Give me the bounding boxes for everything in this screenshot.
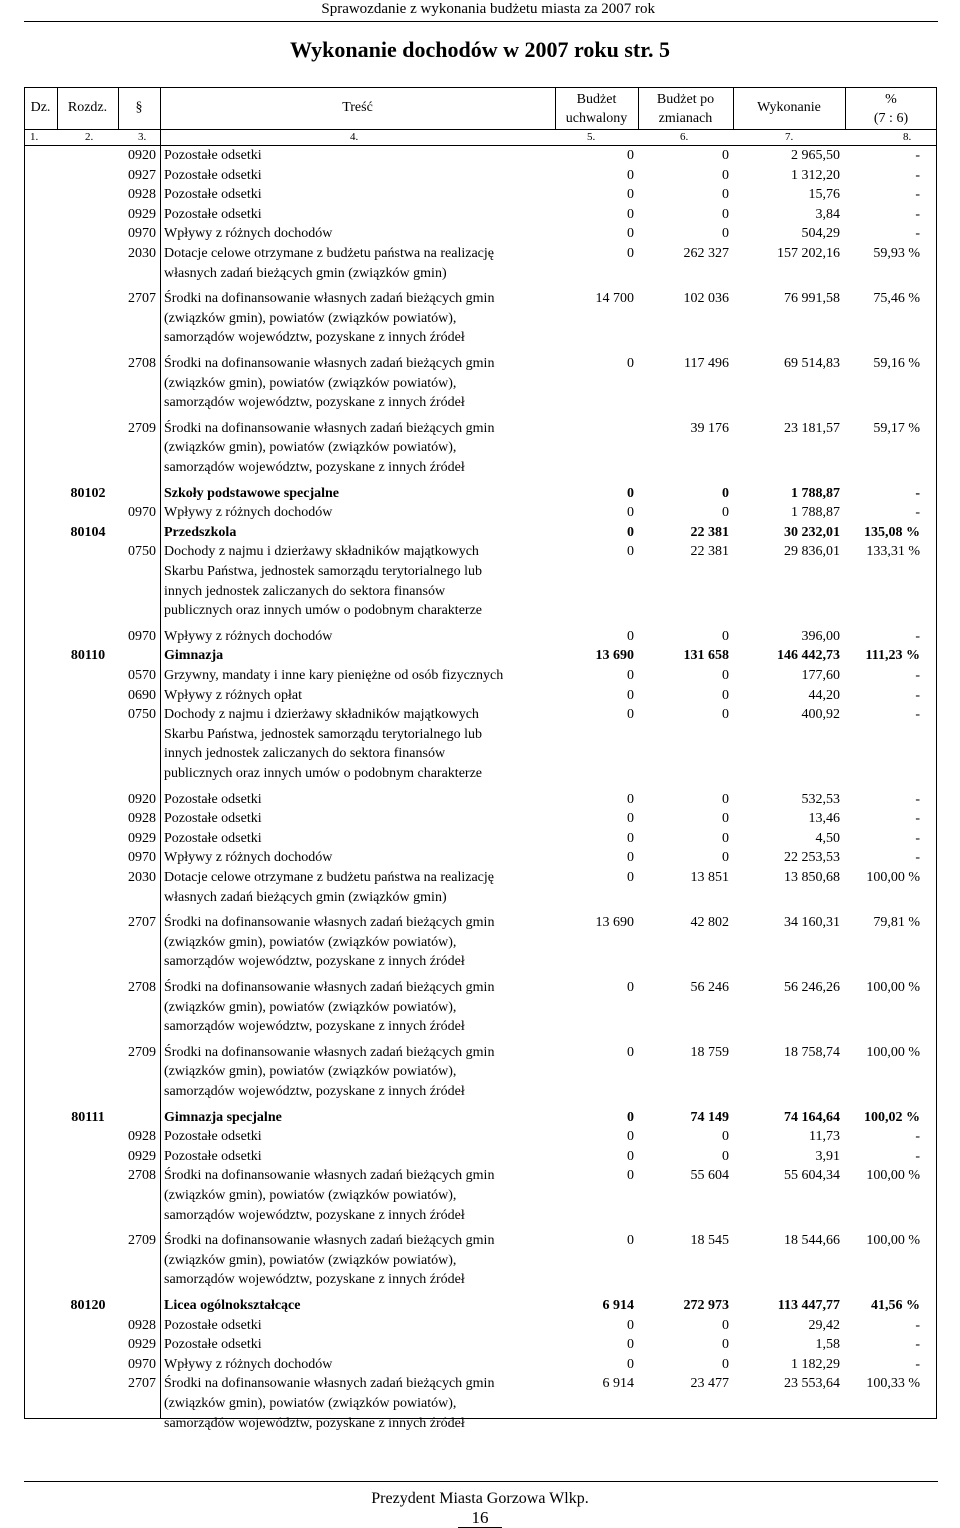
description-line: samorządów województw, pozyskane z innych źródeł xyxy=(164,395,465,411)
paragraph-code: 2709 xyxy=(128,420,156,436)
description-line: Licea ogólnokształcące xyxy=(164,1298,301,1313)
budget-adopted: 0 xyxy=(627,356,634,371)
page-title: Wykonanie dochodów w 2007 roku str. 5 xyxy=(290,37,670,62)
execution-amount: 69 514,83 xyxy=(784,356,840,371)
col-num-7: 7. xyxy=(785,131,794,143)
execution-amount: 29 836,01 xyxy=(784,544,840,560)
execution-amount: 23 553,64 xyxy=(784,1376,840,1392)
col-rozdz: Rozdz. xyxy=(67,100,108,115)
execution-amount: 18 544,66 xyxy=(784,1233,840,1249)
paragraph-code: 2708 xyxy=(128,980,156,995)
budget-adopted: 0 xyxy=(627,850,634,866)
description-line: Środki na dofinansowanie własnych zadań bieżących gmin xyxy=(164,915,495,931)
paragraph-code: 0970 xyxy=(128,850,156,866)
execution-percent: 75,46 % xyxy=(873,291,920,307)
execution-amount: 76 991,58 xyxy=(784,291,840,307)
execution-percent: 133,31 % xyxy=(866,544,920,560)
execution-percent: 100,00 % xyxy=(866,1233,920,1249)
col-divider xyxy=(160,87,161,1419)
description-line: samorządów województw, pozyskane z innych źródeł xyxy=(164,954,465,970)
budget-amended: 22 381 xyxy=(690,524,729,540)
paragraph-code: 2708 xyxy=(128,356,156,371)
description-line: Szkoły podstawowe specjalne xyxy=(164,485,340,501)
paragraph-code: 0929 xyxy=(128,1148,156,1164)
execution-amount: 1 312,20 xyxy=(791,167,840,183)
execution-percent: - xyxy=(915,505,920,521)
execution-amount: 13 850,68 xyxy=(784,870,840,885)
execution-amount: 1 182,29 xyxy=(791,1356,840,1372)
description-line: Środki na dofinansowanie własnych zadań bieżących gmin xyxy=(164,356,495,371)
execution-amount: 22 253,53 xyxy=(784,850,840,866)
paragraph-code: 0970 xyxy=(128,628,156,644)
execution-amount: 177,60 xyxy=(801,668,840,683)
budget-adopted: 0 xyxy=(627,505,634,521)
description-line: Środki na dofinansowanie własnych zadań bieżących gmin xyxy=(164,1168,495,1184)
col-num-4: 4. xyxy=(350,131,359,143)
budget-adopted: 13 690 xyxy=(595,648,634,664)
header-divider xyxy=(24,129,937,130)
execution-amount: 146 442,73 xyxy=(777,648,840,664)
col-dz: Dz. xyxy=(30,100,51,115)
execution-percent: - xyxy=(915,1356,920,1372)
description-line: (związków gmin), powiatów (związków powiatów), xyxy=(164,1064,457,1080)
budget-adopted: 0 xyxy=(627,830,634,846)
running-header: Sprawozdanie z wykonania budżetu miasta za 2007 rok xyxy=(321,1,655,17)
budget-amended: 0 xyxy=(722,1317,729,1333)
paragraph-code: 0970 xyxy=(128,226,156,242)
execution-percent: - xyxy=(915,187,920,203)
paragraph-code: 0970 xyxy=(128,505,156,521)
budget-amended: 0 xyxy=(722,628,729,644)
execution-percent: - xyxy=(915,811,920,827)
description-line: (związków gmin), powiatów (związków powiatów), xyxy=(164,375,457,391)
description-line: Środki na dofinansowanie własnych zadań bieżących gmin xyxy=(164,1376,495,1392)
budget-adopted: 14 700 xyxy=(595,291,634,307)
paragraph-code: 0570 xyxy=(128,668,156,683)
execution-percent: - xyxy=(915,628,920,644)
execution-percent: - xyxy=(915,226,920,242)
paragraph-code: 0920 xyxy=(128,148,156,163)
execution-percent: 100,02 % xyxy=(864,1109,920,1125)
rozdzial-code: 80102 xyxy=(70,485,106,501)
budget-amended: 0 xyxy=(722,505,729,521)
budget-amended: 23 477 xyxy=(690,1376,729,1392)
description-line: (związków gmin), powiatów (związków powiatów), xyxy=(164,999,457,1015)
description-line: innych jednostek zaliczanych do sektora finansów xyxy=(164,583,446,599)
paragraph-code: 0929 xyxy=(128,1337,156,1353)
budget-adopted: 0 xyxy=(627,1129,634,1145)
paragraph-code: 0928 xyxy=(128,1129,156,1145)
paragraph-code: 2709 xyxy=(128,1233,156,1249)
description-line: Dochody z najmu i dzierżawy składników majątkowych xyxy=(164,707,479,723)
execution-percent: - xyxy=(915,206,920,222)
description-line: Dochody z najmu i dzierżawy składników majątkowych xyxy=(164,544,479,560)
execution-amount: 18 758,74 xyxy=(784,1044,840,1060)
col-wykonanie: Wykonanie xyxy=(757,100,821,115)
description-line: własnych zadań bieżących gmin (związków gmin) xyxy=(164,889,447,905)
col-percent-1: % xyxy=(885,92,897,107)
budget-amended: 131 658 xyxy=(683,648,729,664)
description-line: (związków gmin), powiatów (związków powiatów), xyxy=(164,1252,457,1268)
paragraph-code: 0929 xyxy=(128,830,156,846)
execution-percent: 100,00 % xyxy=(866,1168,920,1184)
budget-amended: 0 xyxy=(722,811,729,827)
col-budzet-1: Budżet xyxy=(576,92,617,107)
paragraph-code: 2707 xyxy=(128,915,156,931)
budget-amended: 0 xyxy=(722,148,729,163)
description-line: Pozostałe odsetki xyxy=(164,811,262,827)
description-line: Pozostałe odsetki xyxy=(164,1337,262,1353)
paragraph-code: 2707 xyxy=(128,1376,156,1392)
budget-adopted: 0 xyxy=(627,524,634,540)
description-line: Pozostałe odsetki xyxy=(164,167,262,183)
budget-amended: 18 545 xyxy=(690,1233,729,1249)
budget-amended: 0 xyxy=(722,1148,729,1164)
rozdzial-code: 80110 xyxy=(70,648,106,664)
budget-amended: 0 xyxy=(722,707,729,723)
description-line: publicznych oraz innych umów o podobnym charakterze xyxy=(164,603,483,619)
budget-adopted: 0 xyxy=(627,226,634,242)
budget-adopted: 0 xyxy=(627,1233,634,1249)
description-line: Wpływy z różnych dochodów xyxy=(164,505,333,521)
budget-adopted: 0 xyxy=(627,980,634,995)
header-rule xyxy=(24,21,938,22)
budget-amended: 0 xyxy=(722,687,729,703)
description-line: Środki na dofinansowanie własnych zadań bieżących gmin xyxy=(164,1044,495,1060)
budget-adopted: 13 690 xyxy=(595,915,634,931)
execution-amount: 15,76 xyxy=(808,187,840,203)
description-line: samorządów województw, pozyskane z innych źródeł xyxy=(164,1084,465,1099)
execution-amount: 3,91 xyxy=(815,1148,840,1164)
description-line: Dotacje celowe otrzymane z budżetu państwa na realizację xyxy=(164,246,494,261)
execution-amount: 396,00 xyxy=(801,628,840,644)
budget-adopted: 0 xyxy=(627,246,634,261)
budget-adopted: 0 xyxy=(627,485,634,501)
budget-amended: 272 973 xyxy=(683,1298,729,1313)
budget-amended: 0 xyxy=(722,485,729,501)
budget-amended: 39 176 xyxy=(690,420,729,436)
description-line: Pozostałe odsetki xyxy=(164,830,262,846)
paragraph-code: 2707 xyxy=(128,291,156,307)
budget-amended: 0 xyxy=(722,830,729,846)
col-num-6: 6. xyxy=(680,131,689,143)
description-line: Wpływy z różnych dochodów xyxy=(164,1356,333,1372)
paragraph-code: 0928 xyxy=(128,1317,156,1333)
execution-amount: 4,50 xyxy=(815,830,840,846)
budget-adopted: 0 xyxy=(627,628,634,644)
execution-amount: 11,73 xyxy=(809,1129,840,1145)
description-line: (związków gmin), powiatów (związków powiatów), xyxy=(164,310,457,326)
paragraph-code: 2030 xyxy=(128,246,156,261)
execution-percent: - xyxy=(915,668,920,683)
execution-amount: 30 232,01 xyxy=(784,524,840,540)
description-line: Środki na dofinansowanie własnych zadań bieżących gmin xyxy=(164,291,495,307)
paragraph-code: 2030 xyxy=(128,870,156,885)
execution-percent: 100,00 % xyxy=(866,980,920,995)
execution-amount: 74 164,64 xyxy=(784,1109,840,1125)
col-budzet-2: uchwalony xyxy=(565,111,628,126)
description-line: Gimnazja specjalne xyxy=(164,1109,282,1125)
col-po-zmianach-1: Budżet po xyxy=(656,92,715,107)
description-line: Środki na dofinansowanie własnych zadań bieżących gmin xyxy=(164,420,495,436)
description-line: Pozostałe odsetki xyxy=(164,1317,262,1333)
description-line: Pozostałe odsetki xyxy=(164,187,262,203)
execution-amount: 56 246,26 xyxy=(784,980,840,995)
budget-amended: 13 851 xyxy=(690,870,729,885)
col-tresc: Treść xyxy=(342,100,373,115)
execution-percent: - xyxy=(915,830,920,846)
budget-amended: 18 759 xyxy=(690,1044,729,1060)
col-num-8: 8. xyxy=(903,131,912,143)
description-line: samorządów województw, pozyskane z innych źródeł xyxy=(164,1019,465,1035)
execution-amount: 1,58 xyxy=(815,1337,840,1353)
budget-adopted: 0 xyxy=(627,167,634,183)
budget-amended: 0 xyxy=(722,1356,729,1372)
execution-percent: - xyxy=(915,1148,920,1164)
description-line: publicznych oraz innych umów o podobnym charakterze xyxy=(164,766,483,781)
paragraph-code: 0750 xyxy=(128,707,156,723)
description-line: samorządów województw, pozyskane z innych źródeł xyxy=(164,460,465,475)
execution-percent: 100,00 % xyxy=(866,870,920,885)
execution-amount: 1 788,87 xyxy=(791,485,840,501)
budget-amended: 74 149 xyxy=(690,1109,729,1125)
budget-adopted: 0 xyxy=(627,1337,634,1353)
budget-amended: 0 xyxy=(722,791,729,807)
col-po-zmianach-2: zmianach xyxy=(658,111,713,126)
description-line: Wpływy z różnych dochodów xyxy=(164,226,333,242)
budget-adopted: 0 xyxy=(627,148,634,163)
budget-adopted: 0 xyxy=(627,1168,634,1184)
description-line: Pozostałe odsetki xyxy=(164,791,262,807)
budget-amended: 0 xyxy=(722,668,729,683)
description-line: Środki na dofinansowanie własnych zadań bieżących gmin xyxy=(164,980,495,995)
footer-signature: Prezydent Miasta Gorzowa Wlkp. xyxy=(371,1490,589,1507)
budget-adopted: 0 xyxy=(627,811,634,827)
budget-adopted: 6 914 xyxy=(602,1298,634,1313)
execution-percent: 135,08 % xyxy=(864,524,920,540)
execution-percent: 79,81 % xyxy=(873,915,920,931)
execution-amount: 34 160,31 xyxy=(784,915,840,931)
execution-percent: - xyxy=(915,1129,920,1145)
description-line: (związków gmin), powiatów (związków powiatów), xyxy=(164,1396,457,1411)
budget-adopted: 6 914 xyxy=(602,1376,634,1392)
description-line: Wpływy z różnych dochodów xyxy=(164,850,333,866)
execution-amount: 3,84 xyxy=(815,206,840,222)
budget-amended: 22 381 xyxy=(690,544,729,560)
budget-adopted: 0 xyxy=(627,870,634,885)
budget-amended: 0 xyxy=(722,206,729,222)
description-line: (związków gmin), powiatów (związków powiatów), xyxy=(164,440,457,456)
col-percent-2: (7 : 6) xyxy=(873,111,909,126)
budget-adopted: 0 xyxy=(627,544,634,560)
rozdzial-code: 80104 xyxy=(70,524,106,540)
description-line: Wpływy z różnych dochodów xyxy=(164,628,333,644)
budget-adopted: 0 xyxy=(627,1148,634,1164)
description-line: Środki na dofinansowanie własnych zadań bieżących gmin xyxy=(164,1233,495,1249)
paragraph-code: 0928 xyxy=(128,811,156,827)
description-line: innych jednostek zaliczanych do sektora finansów xyxy=(164,746,446,762)
execution-percent: - xyxy=(915,850,920,866)
budget-amended: 0 xyxy=(722,187,729,203)
budget-amended: 102 036 xyxy=(683,291,729,307)
execution-percent: - xyxy=(915,1337,920,1353)
description-line: Dotacje celowe otrzymane z budżetu państwa na realizację xyxy=(164,870,494,885)
description-line: Pozostałe odsetki xyxy=(164,1148,262,1164)
execution-percent: 111,23 % xyxy=(865,648,920,664)
execution-percent: - xyxy=(915,791,920,807)
execution-percent: - xyxy=(915,1317,920,1333)
budget-adopted: 0 xyxy=(627,668,634,683)
description-line: samorządów województw, pozyskane z innych źródeł xyxy=(164,1415,465,1431)
execution-percent: 100,33 % xyxy=(866,1376,920,1392)
budget-adopted: 0 xyxy=(627,1109,634,1125)
budget-adopted: 0 xyxy=(627,791,634,807)
execution-amount: 2 965,50 xyxy=(791,148,840,163)
execution-percent: - xyxy=(915,148,920,163)
description-line: (związków gmin), powiatów (związków powiatów), xyxy=(164,934,457,950)
execution-percent: - xyxy=(915,707,920,723)
execution-amount: 504,29 xyxy=(801,226,840,242)
execution-percent: - xyxy=(915,485,920,501)
paragraph-code: 2709 xyxy=(128,1044,156,1060)
execution-amount: 113 447,77 xyxy=(777,1298,840,1313)
col-num-1: 1. xyxy=(30,131,39,143)
paragraph-code: 0927 xyxy=(128,167,156,183)
description-line: Pozostałe odsetki xyxy=(164,206,262,222)
description-line: Skarbu Państwa, jednostek samorządu terytorialnego lub xyxy=(164,564,483,579)
description-line: Przedszkola xyxy=(164,524,237,540)
budget-amended: 55 604 xyxy=(690,1168,729,1184)
budget-amended: 0 xyxy=(722,1337,729,1353)
col-num-3: 3. xyxy=(138,131,147,143)
execution-percent: 100,00 % xyxy=(866,1044,920,1060)
col-paragraph: § xyxy=(135,100,143,115)
paragraph-code: 2708 xyxy=(128,1168,156,1184)
description-line: Skarbu Państwa, jednostek samorządu terytorialnego lub xyxy=(164,726,483,742)
description-line: Pozostałe odsetki xyxy=(164,1129,262,1145)
description-line: Wpływy z różnych opłat xyxy=(164,687,303,703)
execution-amount: 157 202,16 xyxy=(777,246,840,261)
execution-percent: 41,56 % xyxy=(871,1298,920,1313)
paragraph-code: 0929 xyxy=(128,206,156,222)
budget-adopted: 0 xyxy=(627,206,634,222)
col-num-2: 2. xyxy=(85,131,94,143)
budget-amended: 42 802 xyxy=(690,915,729,931)
execution-percent: 59,17 % xyxy=(873,420,920,436)
budget-adopted: 0 xyxy=(627,707,634,723)
paragraph-code: 0920 xyxy=(128,791,156,807)
execution-amount: 532,53 xyxy=(801,791,840,807)
footer-rule xyxy=(24,1481,938,1482)
description-line: własnych zadań bieżących gmin (związków gmin) xyxy=(164,265,447,281)
paragraph-code: 0750 xyxy=(128,544,156,560)
budget-amended: 262 327 xyxy=(683,246,729,261)
execution-amount: 44,20 xyxy=(808,687,840,703)
description-line: samorządów województw, pozyskane z innych źródeł xyxy=(164,330,465,346)
execution-percent: - xyxy=(915,167,920,183)
execution-amount: 1 788,87 xyxy=(791,505,840,521)
execution-percent: - xyxy=(915,687,920,703)
budget-amended: 117 496 xyxy=(684,356,729,371)
paragraph-code: 0970 xyxy=(128,1356,156,1372)
budget-adopted: 0 xyxy=(627,1356,634,1372)
paragraph-code: 0928 xyxy=(128,187,156,203)
page-number: 16 xyxy=(471,1508,489,1527)
execution-percent: 59,93 % xyxy=(873,246,920,261)
budget-adopted: 0 xyxy=(627,1044,634,1060)
description-line: samorządów województw, pozyskane z innych źródeł xyxy=(164,1272,465,1288)
budget-amended: 0 xyxy=(722,1129,729,1145)
budget-adopted: 0 xyxy=(627,687,634,703)
description-line: Pozostałe odsetki xyxy=(164,148,262,163)
budget-adopted: 0 xyxy=(627,187,634,203)
description-line: samorządów województw, pozyskane z innych źródeł xyxy=(164,1207,465,1223)
description-line: (związków gmin), powiatów (związków powiatów), xyxy=(164,1188,457,1203)
budget-amended: 0 xyxy=(722,167,729,183)
rozdzial-code: 80111 xyxy=(71,1109,105,1125)
budget-amended: 0 xyxy=(722,850,729,866)
execution-amount: 23 181,57 xyxy=(784,420,840,436)
description-line: Gimnazja xyxy=(164,648,224,664)
execution-amount: 29,42 xyxy=(808,1317,840,1333)
execution-percent: 59,16 % xyxy=(873,356,920,371)
description-line: Grzywny, mandaty i inne kary pieniężne od osób fizycznych xyxy=(164,668,504,683)
col-num-5: 5. xyxy=(587,131,596,143)
execution-amount: 400,92 xyxy=(801,707,840,723)
rozdzial-code: 80120 xyxy=(70,1298,106,1313)
budget-amended: 56 246 xyxy=(690,980,729,995)
budget-amended: 0 xyxy=(722,226,729,242)
budget-adopted: 0 xyxy=(627,1317,634,1333)
execution-amount: 13,46 xyxy=(808,811,840,827)
execution-amount: 55 604,34 xyxy=(784,1168,840,1184)
paragraph-code: 0690 xyxy=(128,687,156,703)
